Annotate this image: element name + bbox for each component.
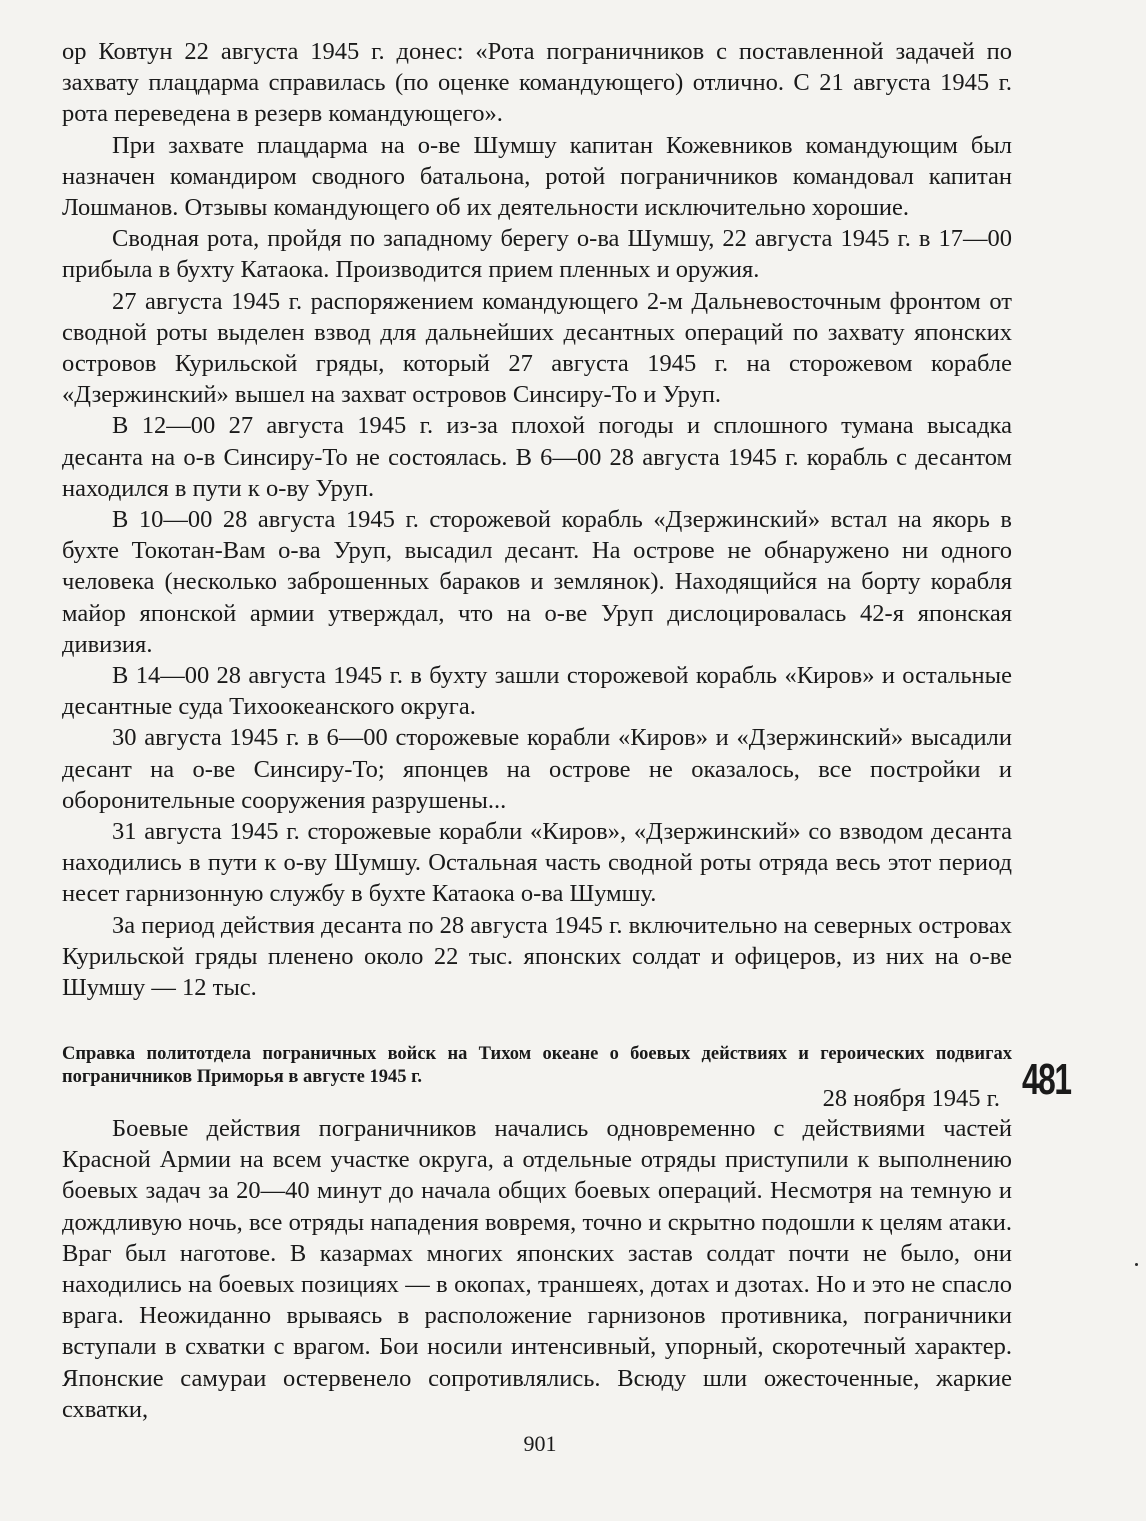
document-date: 28 ноября 1945 г. bbox=[822, 1085, 1000, 1112]
paragraph-continued: ор Ковтун 22 августа 1945 г. донес: «Рота пограничников с поставленной задачей по захвату плацдарма справилась (по оценке командующего) отлично. С 21 августа 1945 г. рота переведена в резерв командующего». bbox=[62, 38, 1012, 128]
paragraph: За период действия десанта по 28 августа 1945 г. включительно на северных островах Курильской гряды пленено около 22 тыс. японских солдат и офицеров, из них на о-ве Шумшу — 12 тыс. bbox=[62, 911, 1012, 1002]
paragraph: Боевые действия пограничников начались одновременно с действиями частей Красной Армии на всем участке округа, а отдельные отряды приступили к выполнению боевых задач за 20—40 минут до начала общих боевых операций. Несмотря на темную и дождливую ночь, все отряды нападения вовремя, точно и скрытно подошли к целям атаки. Враг был наготове. В казармах многих японских застав солдат почти не было, они находились на боевых позициях — в окопах, траншеях, дотах и дзотах. Но и это не спасло врага. Неожиданно врываясь в расположение гарнизонов противника, пограничники вступали в схватки с врагом. Бои носили интенсивный, упорный, скоротечный характер. Японские самураи остервенело сопротивлялись. Всюду шли ожесточенные, жаркие схватки, bbox=[62, 1115, 1012, 1423]
previous-document-text bbox=[62, 36, 1012, 1003]
paragraph: В 12—00 27 августа 1945 г. из-за плохой погоды и сплошного тумана высадка десанта на о-в Синсиру-То не состоялась. В 6—00 28 августа 1945 г. корабль с десантом находился в пути к о-ву Уруп. bbox=[62, 412, 1012, 502]
document-body bbox=[62, 1113, 1012, 1425]
page-number: 901 bbox=[523, 1431, 557, 1456]
document-heading: Справка политотдела пограничных войск на Тихом океане о боевых действиях и героических подвигах пограничников Приморья в августе 1945 г. bbox=[62, 1044, 1012, 1087]
scan-speck bbox=[1135, 1263, 1138, 1266]
paragraph: Сводная рота, пройдя по западному берегу о-ва Шумшу, 22 августа 1945 г. в 17—00 прибыла в бухту Катаока. Производится прием пленных и оружия. bbox=[62, 225, 1012, 284]
paragraph: 31 августа 1945 г. сторожевые корабли «Киров», «Дзержинский» со взводом десанта находились в пути к о-ву Шумшу. Остальная часть сводной роты отряда весь этот период несет гарнизонную службу в бухте Катаока о-ва Шумшу. bbox=[62, 818, 1012, 908]
document-number: 481 bbox=[1022, 1055, 1071, 1104]
paragraph: В 10—00 28 августа 1945 г. сторожевой корабль «Дзержинский» встал на якорь в бухте Токотан-Вам о-ва Уруп, высадил десант. На острове не обнаружено ни одного человека (несколько заброшенных бараков и землянок). Находящийся на борту корабля майор японской армии утверждал, что на о-ве Уруп дислоцировалась 42-я японская дивизия. bbox=[62, 506, 1012, 658]
paragraph: 30 августа 1945 г. в 6—00 сторожевые корабли «Киров» и «Дзержинский» высадили десант на о-ве Синсиру-То; японцев на острове не оказалось, все постройки и оборонительные сооружения разрушены... bbox=[62, 724, 1012, 814]
paragraph: При захвате плацдарма на о-ве Шумшу капитан Кожевников командующим был назначен командиром сводного батальона, ротой пограничников командовал капитан Лошманов. Отзывы командующего об их деятельности исключительно хорошие. bbox=[62, 131, 1012, 222]
paragraph: 27 августа 1945 г. распоряжением командующего 2-м Дальневосточным фронтом от сводной роты выделен взвод для дальнейших десантных операций по захвату японских островов Курильской гряды, который 27 августа 1945 г. на сторожевом корабле «Дзержинский» вышел на захват островов Синсиру-То и Уруп. bbox=[62, 287, 1012, 409]
paragraph: В 14—00 28 августа 1945 г. в бухту зашли сторожевой корабль «Киров» и остальные десантные суда Тихоокеанского округа. bbox=[62, 662, 1012, 721]
